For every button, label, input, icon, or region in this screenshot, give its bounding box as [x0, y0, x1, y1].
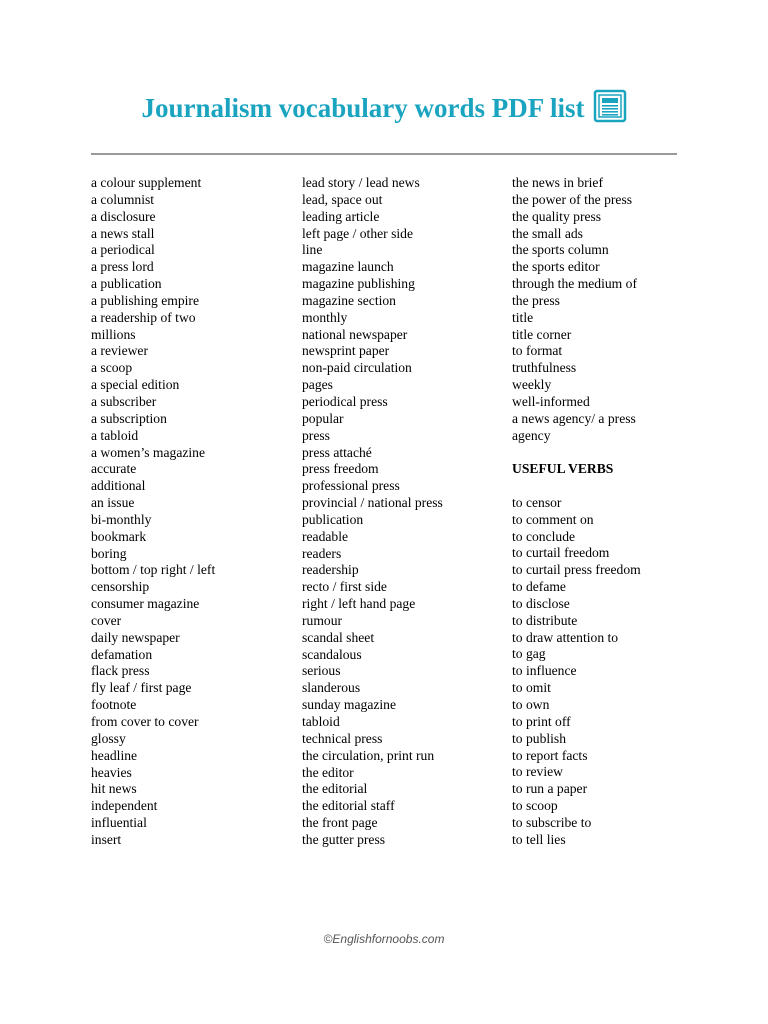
- vocab-item: glossy: [91, 730, 126, 746]
- vocab-item: publication: [302, 511, 364, 527]
- vocab-item: a readership of two: [91, 309, 196, 325]
- vocab-item: popular: [302, 410, 344, 426]
- vocab-item: readable: [302, 528, 349, 544]
- vocab-item: daily newspaper: [91, 629, 180, 645]
- vocab-item: lead story / lead news: [302, 175, 420, 190]
- vocab-item: title corner: [512, 326, 572, 342]
- vocab-item: title: [512, 309, 534, 325]
- vocab-item: a reviewer: [91, 343, 148, 359]
- vocab-item: the editor: [302, 764, 354, 780]
- vocab-item: readership: [302, 562, 359, 578]
- vocab-item: defamation: [91, 646, 153, 662]
- vocab-item: technical press: [302, 730, 383, 746]
- vocab-item: newsprint paper: [302, 343, 390, 359]
- vocab-item: sunday magazine: [302, 697, 396, 713]
- vocab-item: to subscribe to: [512, 814, 592, 830]
- vocab-item: to omit: [512, 680, 551, 696]
- vocab-item: independent: [91, 798, 158, 814]
- vocab-item: pages: [302, 377, 333, 393]
- vocab-item: influential: [91, 815, 147, 831]
- useful-verbs-list: [512, 495, 717, 849]
- vocab-item: heavies: [91, 764, 132, 780]
- vocab-item: a columnist: [91, 191, 155, 207]
- vocab-item: to report facts: [512, 747, 588, 763]
- vocab-item: insert: [91, 831, 122, 847]
- vocab-item: lead, space out: [302, 191, 383, 207]
- vocab-item: a news agency/ a press: [512, 410, 636, 426]
- vocab-item: to format: [512, 343, 563, 359]
- vocab-item: a periodical: [91, 242, 155, 258]
- vocab-item: a disclosure: [91, 208, 156, 224]
- vocab-item: a women’s magazine: [91, 444, 205, 460]
- vocab-item: to distribute: [512, 612, 578, 628]
- vocab-item: leading article: [302, 208, 380, 224]
- vocab-item: serious: [302, 663, 341, 679]
- vocab-item: the sports editor: [512, 259, 600, 275]
- vocab-item: to conclude: [512, 528, 576, 544]
- vocab-item: bookmark: [91, 528, 147, 544]
- vocab-item: additional: [91, 478, 146, 494]
- vocab-item: professional press: [302, 478, 400, 494]
- vocab-item: to publish: [512, 730, 567, 746]
- vocab-item: footnote: [91, 697, 137, 713]
- copyright-footer: ©Englishfornoobs.com: [323, 932, 445, 946]
- vocab-item: to run a paper: [512, 781, 588, 797]
- vocab-item: provincial / national press: [302, 495, 443, 511]
- vocab-item: readers: [302, 545, 342, 561]
- vocab-item: line: [302, 242, 323, 258]
- title-divider: [91, 153, 677, 155]
- vocab-item: agency: [512, 427, 551, 443]
- vocab-item: weekly: [512, 377, 552, 393]
- vocab-item: to comment on: [512, 511, 594, 527]
- page-title: [0, 88, 768, 134]
- vocab-item: the circulation, print run: [302, 747, 435, 763]
- vocab-item: press attaché: [302, 444, 372, 460]
- vocab-item: hit news: [91, 781, 137, 797]
- vocab-item: to gag: [512, 646, 546, 662]
- vocab-item: to review: [512, 764, 563, 780]
- vocab-item: truthfulness: [512, 360, 577, 376]
- vocab-item: bottom / top right / left: [91, 562, 216, 578]
- vocab-item: national newspaper: [302, 326, 408, 342]
- vocab-column-1: [91, 175, 296, 849]
- vocab-item: recto / first side: [302, 579, 387, 595]
- vocab-item: to curtail press freedom: [512, 562, 641, 578]
- vocab-item: a scoop: [91, 360, 133, 376]
- vocab-item: accurate: [91, 461, 137, 477]
- vocab-item: monthly: [302, 309, 348, 325]
- vocab-item: to censor: [512, 494, 562, 510]
- vocab-item: a publication: [91, 276, 162, 292]
- vocab-item: headline: [91, 747, 138, 763]
- vocab-item: the press: [512, 292, 560, 308]
- vocab-item: the editorial staff: [302, 798, 395, 814]
- vocab-item: a publishing empire: [91, 292, 199, 308]
- vocab-item: the gutter press: [302, 831, 386, 847]
- vocab-item: consumer magazine: [91, 596, 200, 612]
- vocab-item: press freedom: [302, 461, 379, 477]
- vocab-item: tabloid: [302, 714, 340, 729]
- vocab-item: from cover to cover: [91, 714, 199, 729]
- vocab-item: a subscription: [91, 410, 167, 426]
- vocab-item: censorship: [91, 579, 150, 595]
- vocab-item: magazine section: [302, 292, 396, 308]
- vocab-item: slanderous: [302, 680, 361, 696]
- vocab-item: left page / other side: [302, 225, 413, 241]
- vocab-item: scandalous: [302, 646, 362, 662]
- useful-verbs-heading: USEFUL VERBS: [512, 461, 614, 476]
- vocab-item: to print off: [512, 713, 571, 729]
- vocab-item: a subscriber: [91, 393, 157, 409]
- vocab-item: to disclose: [512, 595, 570, 611]
- vocab-item: a special edition: [91, 377, 180, 393]
- vocab-item: periodical press: [302, 393, 388, 409]
- vocab-item: to scoop: [512, 798, 558, 814]
- vocab-item: to curtail freedom: [512, 545, 610, 561]
- vocab-item: to influence: [512, 663, 577, 679]
- vocab-item: the small ads: [512, 225, 583, 241]
- vocab-item: the front page: [302, 815, 378, 831]
- vocab-item: the power of the press: [512, 191, 633, 207]
- vocab-column-3-list: [512, 175, 717, 445]
- vocab-item: rumour: [302, 612, 343, 628]
- vocab-item: the editorial: [302, 781, 368, 797]
- vocab-item: flack press: [91, 663, 150, 679]
- vocab-item: to tell lies: [512, 831, 566, 847]
- vocab-item: millions: [91, 326, 136, 342]
- vocab-item: a news stall: [91, 225, 155, 241]
- page-title-text: Journalism vocabulary words PDF list: [141, 93, 585, 123]
- vocab-item: scandal sheet: [302, 629, 375, 645]
- vocab-column-3: [512, 175, 717, 849]
- vocab-item: the news in brief: [512, 175, 603, 190]
- vocab-item: a colour supplement: [91, 175, 202, 190]
- vocab-item: the quality press: [512, 208, 602, 224]
- vocab-item: well-informed: [512, 393, 590, 409]
- vocab-item: non-paid circulation: [302, 360, 412, 376]
- vocab-item: an issue: [91, 495, 135, 511]
- vocab-item: cover: [91, 612, 122, 628]
- vocab-item: a tabloid: [91, 427, 139, 443]
- vocab-item: to defame: [512, 579, 566, 595]
- vocab-item: right / left hand page: [302, 596, 416, 612]
- vocab-item: press: [302, 427, 330, 443]
- vocab-column-2: [302, 175, 507, 849]
- vocab-item: magazine launch: [302, 259, 394, 275]
- vocab-item: bi-monthly: [91, 511, 152, 527]
- vocab-item: the sports column: [512, 242, 609, 258]
- newspaper-icon: [593, 89, 627, 134]
- vocab-item: fly leaf / first page: [91, 680, 192, 696]
- vocab-item: to draw attention to: [512, 629, 619, 645]
- vocab-item: a press lord: [91, 259, 154, 275]
- vocab-item: boring: [91, 545, 127, 561]
- vocab-item: to own: [512, 696, 550, 712]
- vocab-item: magazine publishing: [302, 276, 415, 292]
- vocab-item: through the medium of: [512, 276, 637, 292]
